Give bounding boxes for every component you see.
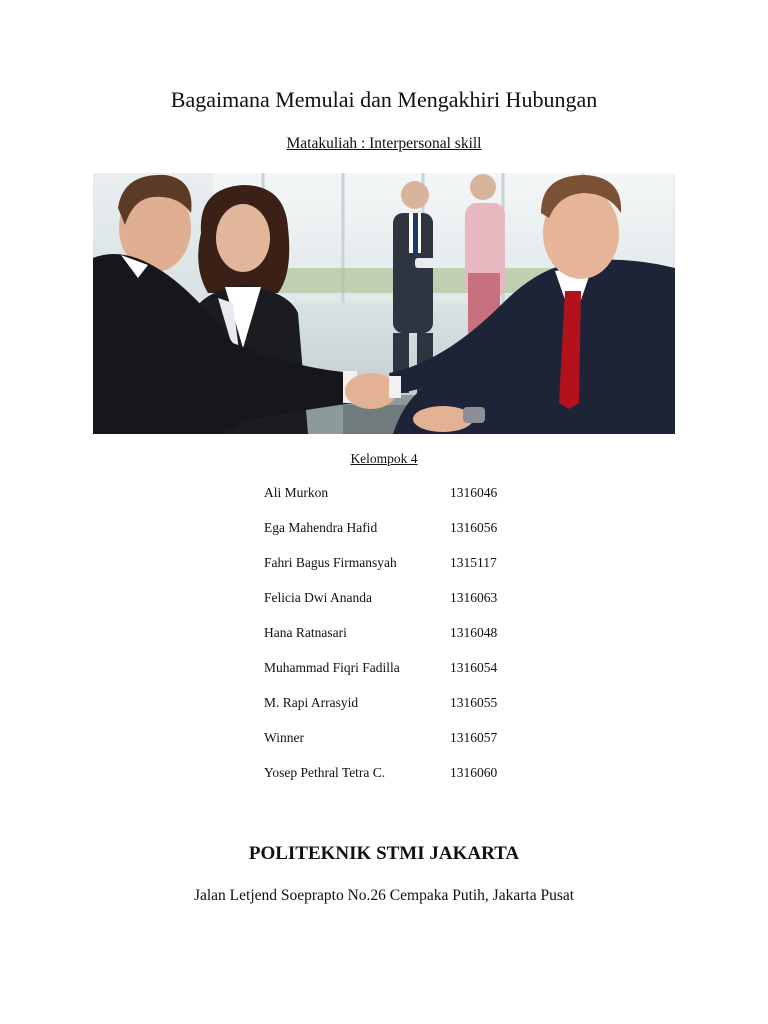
member-name: M. Rapi Arrasyid [264,695,359,710]
member-row [264,659,584,694]
member-nim: 1316046 [450,485,498,500]
institution-name: POLITEKNIK STMI JAKARTA [248,843,520,864]
member-nim: 1316056 [450,520,498,535]
member-nim: 1316063 [450,590,498,605]
member-row [264,554,584,589]
group-label [0,450,768,468]
member-row [264,729,584,764]
member-list [264,484,584,799]
member-nim: 1316048 [450,625,498,640]
member-name: Muhammad Fiqri Fadilla [264,660,400,675]
member-name: Ali Murkon [264,485,329,500]
member-row [264,694,584,729]
member-name: Felicia Dwi Ananda [264,590,372,605]
course-subtitle-text: Matakuliah : Interpersonal skill [286,135,482,152]
member-name: Ega Mahendra Hafid [264,520,378,535]
member-name: Hana Ratnasari [264,625,347,640]
member-nim: 1316060 [450,765,498,780]
member-row [264,519,584,554]
member-row [264,764,584,799]
member-nim: 1316054 [450,660,498,675]
group-label-text: Kelompok 4 [350,451,418,466]
member-name: Yosep Pethral Tetra C. [264,765,386,780]
course-subtitle [0,134,768,154]
member-nim: 1316055 [450,695,498,710]
member-nim: 1316057 [450,730,498,745]
institution-address: Jalan Letjend Soeprapto No.26 Cempaka Putih, Jakarta Pusat [193,887,575,904]
member-nim: 1315117 [450,555,497,570]
member-name: Winner [264,730,304,745]
member-row [264,589,584,624]
member-row [264,484,584,519]
member-name: Fahri Bagus Firmansyah [264,555,397,570]
business-handshake-photo [93,173,675,434]
member-row [264,624,584,659]
document-title: Bagaimana Memulai dan Mengakhiri Hubungan [170,87,598,112]
